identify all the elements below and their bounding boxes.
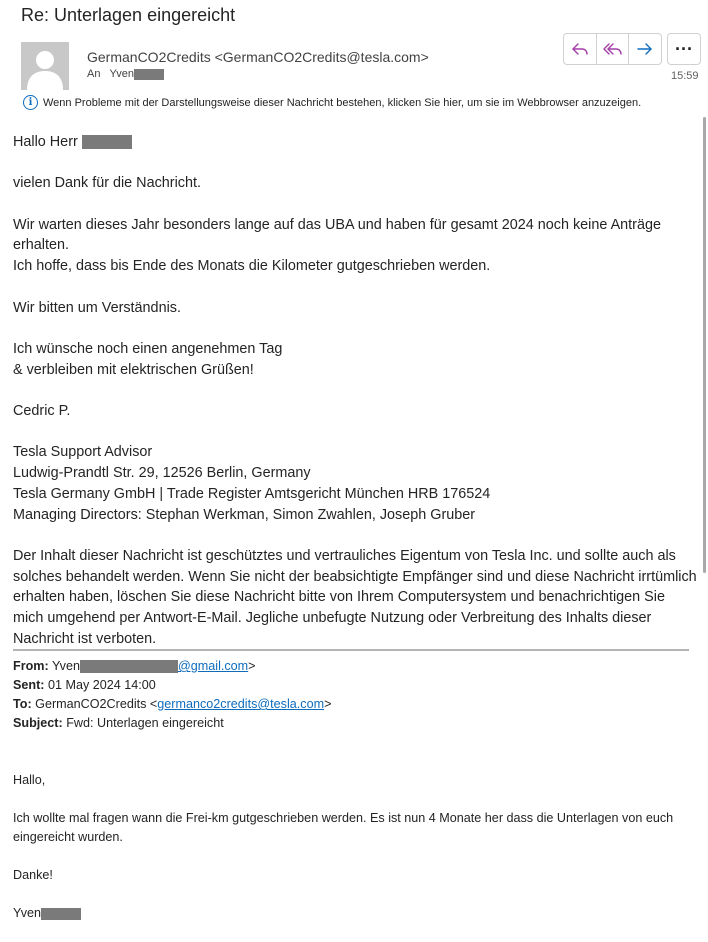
to-close: > bbox=[324, 697, 332, 711]
body-line: Wir bitten um Verständnis. bbox=[13, 299, 181, 316]
recipient-line bbox=[87, 68, 164, 80]
quote-divider bbox=[13, 649, 689, 651]
quoted-header bbox=[13, 657, 331, 733]
from-close: > bbox=[248, 659, 256, 673]
from-email-link[interactable]: @gmail.com bbox=[177, 659, 249, 673]
reply-all-button[interactable] bbox=[596, 34, 629, 64]
body-line: vielen Dank für die Nachricht. bbox=[13, 175, 201, 192]
reply-button[interactable] bbox=[564, 34, 596, 64]
signature-line: Ludwig-Prandtl Str. 29, 12526 Berlin, Germany bbox=[13, 465, 311, 482]
to-label: An bbox=[87, 68, 101, 80]
display-problem-infobar[interactable] bbox=[23, 95, 641, 110]
more-icon: ··· bbox=[675, 38, 693, 59]
greeting: Hallo Herr bbox=[13, 134, 78, 150]
more-options-button[interactable] bbox=[667, 33, 701, 65]
sender-name[interactable]: GermanCO2Credits <GermanCO2Credits@tesla.com> bbox=[87, 49, 429, 65]
redaction-block bbox=[80, 660, 178, 673]
quoted-signature bbox=[13, 904, 698, 923]
from-name: Yven bbox=[51, 659, 80, 673]
forward-button[interactable] bbox=[628, 34, 661, 64]
signature-line: Managing Directors: Stephan Werkman, Simon Zwahlen, Joseph Gruber bbox=[13, 506, 476, 523]
body-line: Wir warten dieses Jahr besonders lange auf das UBA und haben für gesamt 2024 noch keine Anträge erhalten. bbox=[13, 216, 661, 254]
redaction-block bbox=[82, 135, 132, 149]
received-time: 15:59 bbox=[671, 70, 699, 82]
person-icon bbox=[21, 42, 69, 90]
sent-label: Sent: bbox=[13, 678, 45, 692]
disclaimer: Der Inhalt dieser Nachricht ist geschütztes und vertrauliches Eigentum von Tesla Inc. und sollte auch als solches behandelt werden. Wenn Sie nicht der beabsichtigte Empfänger sind und diese Nachricht irrtümlich erhalten haben, löschen Sie diese Nachricht bitte von Ihrem Computersystem und benachrichtigen Sie mich umgehend per Antwort-E-Mail. Jegliche unbefugte Nutzung oder Verbreitung des Inhalts dieser Nachricht ist verboten. bbox=[13, 547, 697, 647]
message-body bbox=[13, 132, 698, 670]
quoted-from-line bbox=[13, 657, 331, 676]
body-line: Ich wünsche noch einen angenehmen Tag bbox=[13, 340, 283, 357]
message-actions bbox=[563, 33, 662, 65]
body-paragraph bbox=[13, 339, 698, 380]
quoted-message: Ich wollte mal fragen wann die Frei-km gutgeschrieben werden. Es ist nun 4 Monate her dass die Unterlagen von euch eingereicht wurden. bbox=[13, 811, 674, 844]
quoted-body bbox=[13, 771, 698, 942]
scrollbar-thumb[interactable] bbox=[703, 117, 706, 573]
signature-line: Tesla Germany GmbH | Trade Register Amtsgericht München HRB 176524 bbox=[13, 485, 491, 502]
body-line: Ich hoffe, dass bis Ende des Monats die Kilometer gutgeschrieben werden. bbox=[13, 258, 491, 275]
redaction-block bbox=[41, 908, 81, 920]
quoted-sent-line bbox=[13, 676, 331, 695]
subject-value: Fwd: Unterlagen eingereicht bbox=[66, 716, 224, 730]
quoted-thanks: Danke! bbox=[13, 868, 53, 882]
quoted-greeting: Hallo, bbox=[13, 773, 46, 787]
reply-all-icon bbox=[603, 42, 623, 56]
signature-block bbox=[13, 442, 698, 525]
redaction-block bbox=[134, 69, 164, 80]
sent-value: 01 May 2024 14:00 bbox=[47, 678, 156, 692]
from-label: From: bbox=[13, 659, 49, 673]
recipient-name[interactable]: Yven bbox=[109, 68, 134, 80]
signature-line: Tesla Support Advisor bbox=[13, 444, 153, 461]
infobar-message[interactable]: Wenn Probleme mit der Darstellungsweise dieser Nachricht bestehen, klicken Sie hier, um sie im Webbrowser anzuzeigen. bbox=[43, 96, 642, 109]
quoted-to-line bbox=[13, 695, 331, 714]
reply-icon bbox=[571, 42, 589, 56]
greeting-line bbox=[13, 132, 698, 153]
forward-icon bbox=[636, 42, 654, 56]
email-subject: Re: Unterlagen eingereicht bbox=[21, 5, 236, 25]
to-email-link[interactable]: germanco2credits@tesla.com bbox=[157, 697, 325, 711]
subject-label: Subject: bbox=[13, 716, 63, 730]
body-line: & verbleiben mit elektrischen Grüßen! bbox=[13, 361, 254, 378]
info-icon: i bbox=[23, 95, 38, 110]
sender-avatar[interactable] bbox=[21, 42, 69, 90]
signature-name: Yven bbox=[13, 906, 42, 920]
to-label: To: bbox=[13, 697, 32, 711]
body-paragraph bbox=[13, 215, 698, 277]
to-value: GermanCO2Credits < bbox=[35, 697, 158, 711]
quoted-subject-line bbox=[13, 714, 331, 733]
signoff: Cedric P. bbox=[13, 403, 71, 420]
